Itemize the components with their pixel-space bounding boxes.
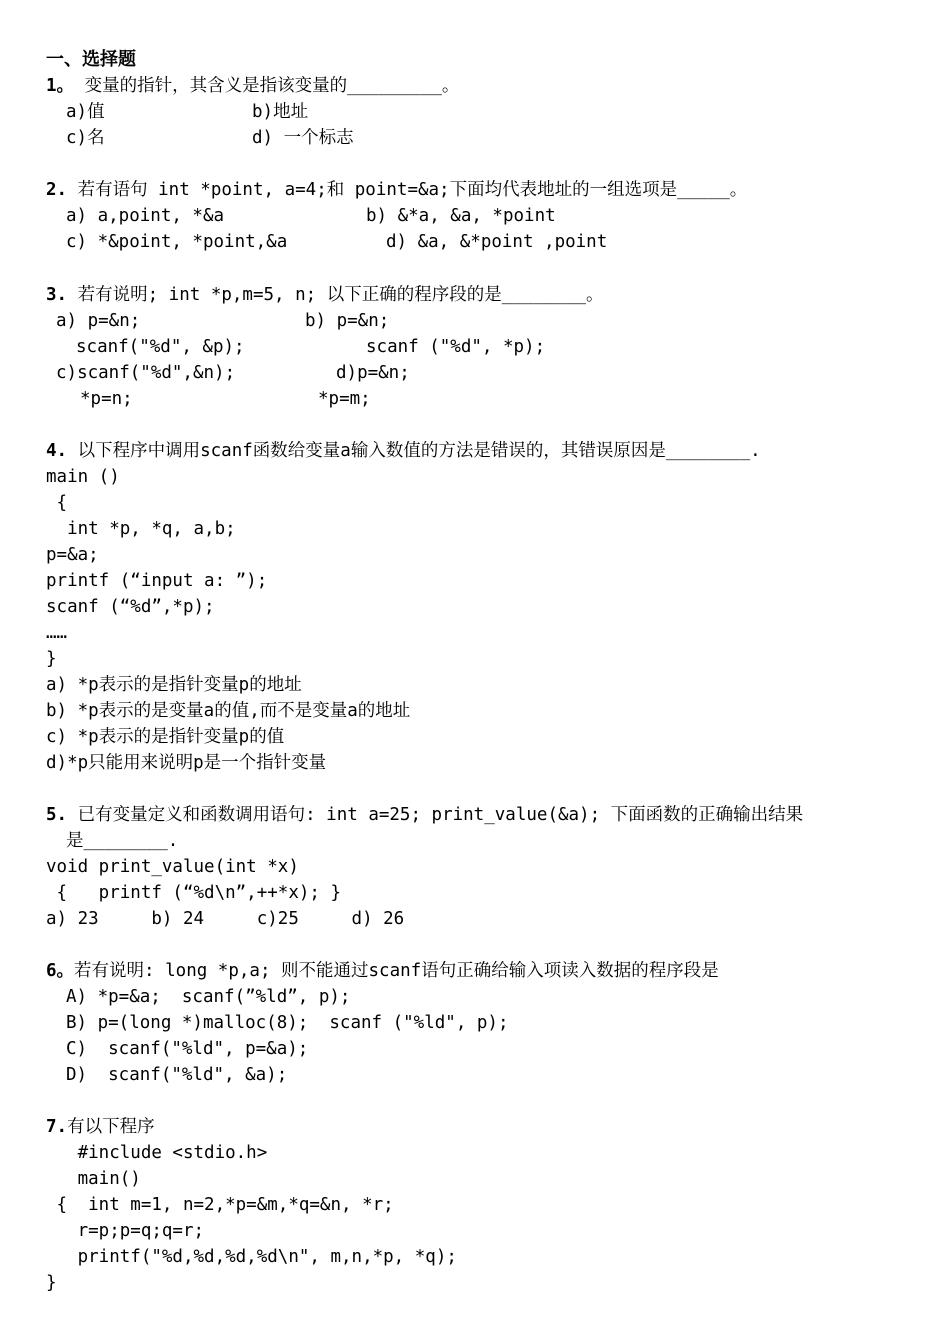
option-a-line-2: scanf("%d", &p);: [76, 337, 245, 357]
options-row: a) 23 b) 24 c)25 d) 26: [46, 909, 405, 929]
code-line: main(): [46, 1169, 141, 1189]
option-d: d) 一个标志: [252, 128, 354, 148]
option-c: C) scanf("%ld", p=&a);: [66, 1039, 309, 1059]
question-6-line: [46, 958, 719, 984]
question-number: 1。: [46, 76, 75, 96]
option-d-line-2: *p=m;: [318, 389, 371, 409]
question-2-line: [46, 177, 747, 203]
code-line: #include <stdio.h>: [46, 1143, 268, 1163]
question-number: 7.: [46, 1117, 68, 1137]
question-1-line: [46, 73, 459, 99]
code-line: main (): [46, 467, 120, 487]
code-line: int *p, *q, a,b;: [46, 519, 236, 539]
question-number: 4.: [46, 441, 68, 461]
option-b: B) p=(long *)malloc(8); scanf ("%ld", p);: [66, 1013, 509, 1033]
option-a: a) a,point, *&a: [66, 206, 225, 226]
section-title: 一、选择题: [46, 49, 136, 70]
code-line: scanf (“%d”,*p);: [46, 597, 215, 617]
question-stem: 若有语句 int *point, a=4;和 point=&a;下面均代表地址的一组选项是_____。: [67, 180, 748, 200]
option-b: b) *p表示的是变量a的值,而不是变量a的地址: [46, 701, 411, 721]
option-c-line-1: c)scanf("%d",&n);: [56, 363, 236, 383]
question-stem: 变量的指针，其含义是指该变量的_________。: [74, 76, 460, 96]
code-line: { int m=1, n=2,*p=&m,*q=&n, *r;: [46, 1195, 394, 1215]
question-stem-continued: 是________.: [66, 831, 179, 851]
code-line: r=p;p=q;q=r;: [46, 1221, 205, 1241]
option-d: d)*p只能用来说明p是一个指针变量: [46, 753, 327, 773]
option-b: b) &*a, &a, *point: [366, 206, 556, 226]
code-line: printf("%d,%d,%d,%d\n", m,n,*p, *q);: [46, 1247, 457, 1267]
code-line: p=&a;: [46, 545, 99, 565]
option-a-line-1: a) p=&n;: [56, 311, 141, 331]
code-line: printf (“input a: ”);: [46, 571, 268, 591]
code-line: ……: [46, 623, 68, 643]
option-d-line-1: d)p=&n;: [336, 363, 410, 383]
question-3-line: [46, 282, 604, 308]
question-stem: 若有说明: long *p,a; 则不能通过scanf语句正确给输入项读入数据的程序段是: [74, 961, 719, 981]
question-stem: 已有变量定义和函数调用语句: int a=25; print_value(&a); 下面函数的正确输出结果: [67, 805, 804, 825]
option-c: c) *&point, *point,&a: [66, 232, 288, 252]
question-stem: 若有说明; int *p,m=5, n; 以下正确的程序段的是________。: [67, 285, 604, 305]
question-number: 6。: [46, 961, 75, 981]
option-d: D) scanf("%ld", &a);: [66, 1065, 288, 1085]
question-4-line: [46, 438, 761, 464]
option-d: d) &a, &*point ,point: [386, 232, 608, 252]
question-5-line: [46, 802, 803, 828]
code-line: }: [46, 649, 57, 669]
question-7-line: [46, 1114, 155, 1140]
option-c: c)名: [66, 128, 105, 148]
option-c: c) *p表示的是指针变量p的值: [46, 727, 285, 747]
option-a: a)值: [66, 102, 105, 122]
option-b: b)地址: [252, 102, 309, 122]
option-a: A) *p=&a; scanf(”%ld”, p);: [66, 987, 351, 1007]
question-stem: 以下程序中调用scanf函数给变量a输入数值的方法是错误的，其错误原因是________.: [67, 441, 761, 461]
question-number: 2.: [46, 180, 68, 200]
option-b-line-2: scanf ("%d", *p);: [366, 337, 546, 357]
question-number: 5.: [46, 805, 68, 825]
code-line: { printf (“%d\n”,++*x); }: [46, 883, 342, 903]
option-c-line-2: *p=n;: [80, 389, 133, 409]
code-line: {: [46, 493, 68, 513]
question-number: 3.: [46, 285, 68, 305]
option-a: a) *p表示的是指针变量p的地址: [46, 675, 302, 695]
code-line: void print_value(int *x): [46, 857, 299, 877]
code-line: }: [46, 1273, 57, 1293]
question-stem: 有以下程序: [67, 1117, 155, 1137]
option-b-line-1: b) p=&n;: [305, 311, 390, 331]
